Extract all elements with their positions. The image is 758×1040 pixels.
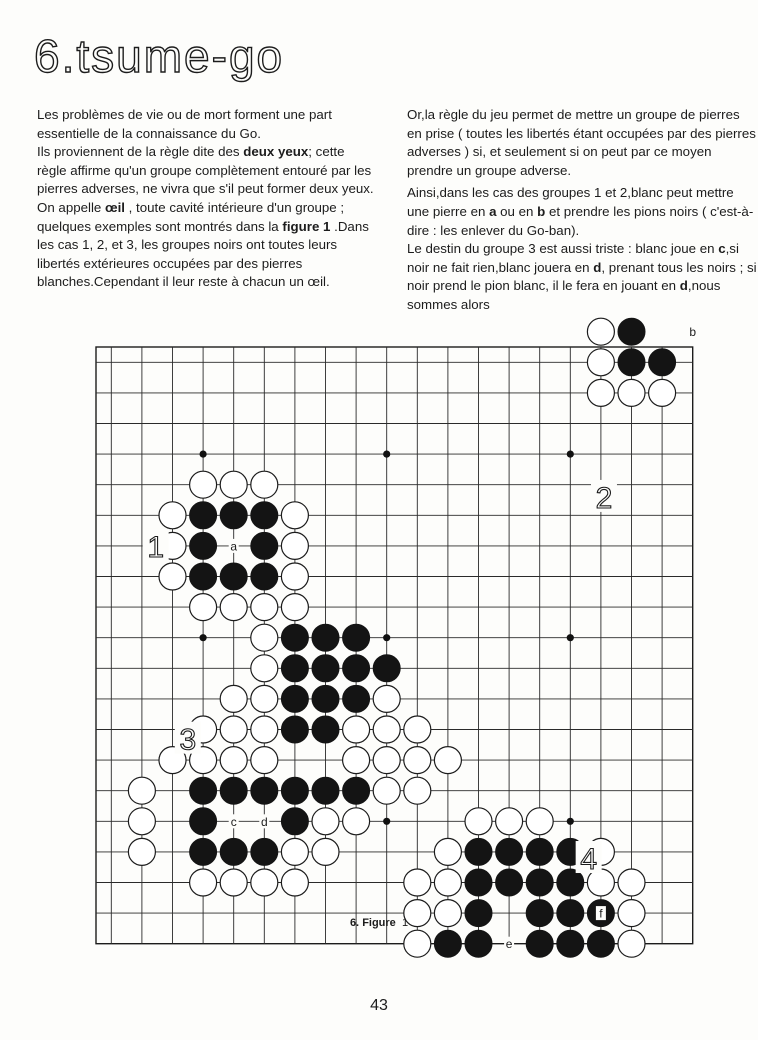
white-stone [190, 594, 217, 621]
black-stone [587, 930, 614, 957]
black-stone [190, 532, 217, 559]
white-stone [373, 747, 400, 774]
star-point [200, 451, 207, 458]
white-stone [159, 563, 186, 590]
white-stone [618, 869, 645, 896]
point-label-d: d [260, 814, 268, 829]
star-point [383, 818, 390, 825]
black-stone [649, 349, 676, 376]
white-stone [587, 379, 614, 406]
black-stone [343, 777, 370, 804]
white-stone [281, 594, 308, 621]
white-stone [404, 930, 431, 957]
white-stone [343, 747, 370, 774]
white-stone [281, 532, 308, 559]
white-stone [312, 838, 339, 865]
star-point [567, 818, 574, 825]
white-stone [251, 685, 278, 712]
white-stone [251, 747, 278, 774]
black-stone [190, 563, 217, 590]
group-number-1: 1 [147, 530, 165, 564]
left-paragraph-1: Les problèmes de vie ou de mort forment une part essentielle de la connaissance du Go. [37, 107, 332, 141]
black-stone [190, 502, 217, 529]
black-stone [526, 869, 553, 896]
black-stone [618, 318, 645, 345]
black-stone [281, 685, 308, 712]
white-stone [128, 838, 155, 865]
black-stone [312, 655, 339, 682]
white-stone [220, 594, 247, 621]
term-deux-yeux: deux yeux [243, 144, 309, 160]
black-stone [190, 838, 217, 865]
black-stone [526, 930, 553, 957]
white-stone [618, 379, 645, 406]
black-stone [281, 624, 308, 651]
black-stone [465, 930, 492, 957]
white-stone [404, 869, 431, 896]
group-number-3: 3 [179, 723, 197, 757]
term-oeil: œil [105, 199, 125, 215]
white-stone [404, 716, 431, 743]
white-stone [220, 471, 247, 498]
black-stone [251, 502, 278, 529]
white-stone [128, 808, 155, 835]
white-stone [404, 777, 431, 804]
black-stone [312, 716, 339, 743]
black-stone [251, 532, 278, 559]
white-stone [281, 838, 308, 865]
white-stone [281, 869, 308, 896]
white-stone [312, 808, 339, 835]
black-stone [312, 624, 339, 651]
black-stone [343, 685, 370, 712]
white-stone [251, 869, 278, 896]
point-label-c: c [230, 814, 237, 829]
black-stone [281, 777, 308, 804]
black-stone [465, 869, 492, 896]
right-paragraph-1: Or,la règle du jeu permet de mettre un groupe de pierres en prise ( toutes les libertés étant occupées par des pierres adverses ) si, et seulement si on peut par ce moyen prendre un groupe adverse. [407, 107, 756, 178]
page-number: 43 [370, 997, 388, 1014]
black-stone [312, 777, 339, 804]
white-stone [220, 685, 247, 712]
star-point [200, 634, 207, 641]
black-stone [190, 808, 217, 835]
black-stone [434, 930, 461, 957]
black-stone [373, 655, 400, 682]
white-stone [434, 838, 461, 865]
group-number-4: 4 [580, 843, 598, 877]
black-stone [496, 838, 523, 865]
chapter-title: 6.tsume-go [34, 30, 285, 82]
black-stone [190, 777, 217, 804]
white-stone [587, 349, 614, 376]
white-stone [251, 655, 278, 682]
white-stone [251, 716, 278, 743]
black-stone [281, 655, 308, 682]
figure-caption: 6. Figure 1 [349, 917, 409, 929]
white-stone [618, 930, 645, 957]
white-stone [404, 747, 431, 774]
white-stone [281, 563, 308, 590]
star-point [383, 634, 390, 641]
white-stone [587, 318, 614, 345]
white-stone [220, 716, 247, 743]
star-point [567, 634, 574, 641]
white-stone [190, 869, 217, 896]
black-stone [343, 624, 370, 651]
white-stone [220, 747, 247, 774]
black-stone [220, 838, 247, 865]
black-stone [251, 777, 278, 804]
white-stone [190, 471, 217, 498]
white-stone [343, 808, 370, 835]
black-stone [251, 838, 278, 865]
black-stone [312, 685, 339, 712]
white-stone [649, 379, 676, 406]
white-stone [465, 808, 492, 835]
point-label-b: b [689, 325, 697, 340]
left-paragraph-3: On appelle œil , toute cavité intérieure d'un groupe ; quelques exemples sont montrés dans la figure 1 .Dans les cas 1, 2, et 3, les groupes noirs ont toutes leurs libertés extérieures occupées par des pierres blanches.Cependant il leur reste à chacun un œil. [37, 199, 369, 290]
white-stone [251, 471, 278, 498]
right-paragraph-2: Ainsi,dans les cas des groupes 1 et 2,blanc peut mettre une pierre en a ou en b et prendre les pions noirs ( c'est-à-dire : les enlever du Go-ban). [407, 185, 754, 238]
white-stone [373, 685, 400, 712]
point-label-f: f [599, 906, 603, 921]
black-stone [557, 930, 584, 957]
right-paragraph-3: Le destin du groupe 3 est aussi triste : blanc joue en c,si noir ne fait rien,blanc jouera en d, prenant tous les noirs ; si noir prend le pion blanc, il le fera en jouant en d,nous sommes alors [407, 241, 757, 312]
white-stone [128, 777, 155, 804]
white-stone [434, 869, 461, 896]
black-stone [496, 869, 523, 896]
white-stone [220, 869, 247, 896]
white-stone [343, 716, 370, 743]
white-stone [526, 808, 553, 835]
black-stone [220, 563, 247, 590]
black-stone [343, 655, 370, 682]
black-stone [251, 563, 278, 590]
star-point [383, 451, 390, 458]
black-stone [281, 808, 308, 835]
group-number-2: 2 [595, 481, 613, 515]
white-stone [496, 808, 523, 835]
black-stone [220, 777, 247, 804]
star-point [567, 451, 574, 458]
black-stone [526, 838, 553, 865]
figure-reference: figure 1 [282, 218, 331, 234]
white-stone [251, 594, 278, 621]
white-stone [373, 716, 400, 743]
white-stone [281, 502, 308, 529]
point-label-e: e [505, 937, 513, 952]
black-stone [465, 838, 492, 865]
black-stone [281, 716, 308, 743]
left-paragraph-2: Ils proviennent de la règle dite des deux yeux; cette règle affirme qu'un groupe complètement entouré par les pierres adverses, ne vivra que s'il peut former deux yeux. [37, 144, 374, 197]
white-stone [159, 502, 186, 529]
white-stone [251, 624, 278, 651]
white-stone [434, 747, 461, 774]
white-stone [373, 777, 400, 804]
black-stone [220, 502, 247, 529]
black-stone [618, 349, 645, 376]
point-label-a: a [230, 539, 238, 554]
